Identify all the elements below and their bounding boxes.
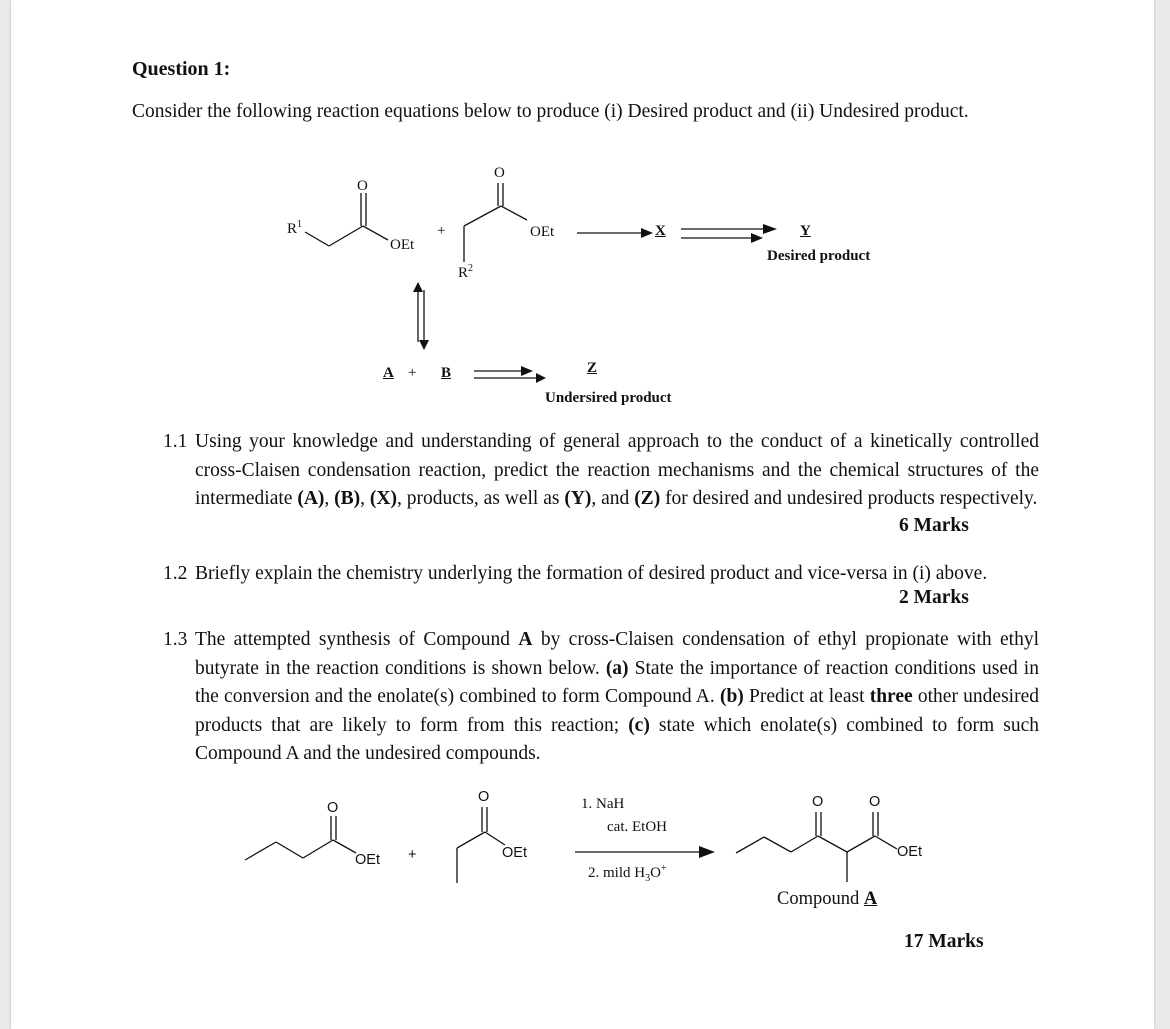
question-item-1-1 <box>163 428 1039 514</box>
question-intro: Consider the following reaction equations below to produce (i) Desired product and (ii) Undesired product. <box>132 101 969 122</box>
ester-1-oet: OEt <box>390 237 415 253</box>
plus-sign-1: + <box>437 223 446 239</box>
plus-sign-2: + <box>408 365 417 381</box>
total-marks: 17 Marks <box>904 931 984 952</box>
compound-a-label: Compound A <box>777 889 878 909</box>
item-number: 1.2 <box>163 563 188 584</box>
undesired-product-label: Undersired product <box>545 390 672 406</box>
carbonyl-oxygen-2: O <box>494 165 505 181</box>
intermediate-b: B <box>441 365 452 381</box>
carbonyl-oxygen-1: O <box>357 178 368 194</box>
marks-1-2: 2 Marks <box>899 587 969 608</box>
item-text: The attempted synthesis of Compound A by cross-Claisen condensation of ethyl propionate with ethyl butyrate in the reaction conditions is shown below. (a) State the importance of reaction conditions used in the conversion and the enolate(s) combined to form Compound A. (b) Predict at least three other undesired products that are likely to form from this reaction; (c) state which enolate(s) combined to form such Compound A and the undesired compounds. <box>195 629 1039 764</box>
question-title: Question 1: <box>132 58 231 80</box>
item-text: Using your knowledge and understanding of general approach to the conduct of a kinetically controlled cross-Claisen condensation reaction, predict the reaction mechanisms and the chemical structures of the intermediate (A), (B), (X), products, as well as (Y), and (Z) for desired and undesired products respectively. <box>195 431 1039 509</box>
intermediate-a: A <box>383 365 394 381</box>
intermediate-x: X <box>655 223 666 239</box>
compound-a-oet: OEt <box>897 844 922 860</box>
item-number: 1.1 <box>163 431 188 452</box>
compound-a-ester-o: O <box>869 794 881 810</box>
item-number: 1.3 <box>163 629 188 650</box>
product-y: Y <box>800 223 811 239</box>
butyrate-carbonyl-o: O <box>327 800 339 816</box>
reaction-scheme-1 <box>11 0 1154 420</box>
condition-2: 2. mild $H_3O^+$ <box>588 863 667 884</box>
question-item-1-3 <box>163 626 1039 769</box>
propionate-carbonyl-o: O <box>478 789 490 805</box>
ester-2-oet: OEt <box>530 224 555 240</box>
product-z: Z <box>587 360 598 376</box>
document-page <box>11 0 1154 1029</box>
r2-substituent: $R^2$ <box>458 263 474 281</box>
condition-1: 1. NaH <box>581 796 625 812</box>
propionate-oet: OEt <box>502 845 527 861</box>
question-item-1-2 <box>163 562 1039 586</box>
r1-substituent: $R^1$ <box>287 219 303 237</box>
marks-1-1: 6 Marks <box>899 515 969 536</box>
butyrate-oet: OEt <box>355 852 380 868</box>
desired-product-label: Desired product <box>767 248 871 264</box>
condition-1-catalyst: cat. EtOH <box>607 819 667 835</box>
plus-sign-3: + <box>408 847 417 863</box>
compound-a-ketone-o: O <box>812 794 824 810</box>
item-text: Briefly explain the chemistry underlying the formation of desired product and vice-versa in (i) above. <box>195 563 988 584</box>
